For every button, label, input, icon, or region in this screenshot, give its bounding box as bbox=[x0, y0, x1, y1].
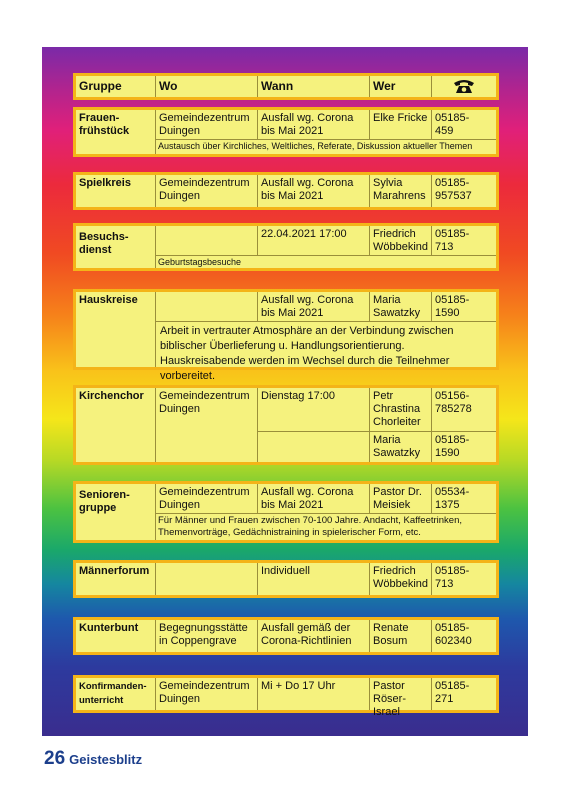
table-header bbox=[73, 73, 499, 100]
row-gruppe: Frauen- frühstück bbox=[76, 110, 156, 154]
table-row bbox=[73, 172, 499, 210]
table-row bbox=[73, 289, 499, 382]
table-row bbox=[73, 617, 499, 655]
row-gruppe: Senioren- gruppe bbox=[76, 484, 156, 540]
row-wann: Ausfall wg. Corona bis Mai 2021 bbox=[258, 484, 370, 514]
row-wo: Gemeindezentrum Duingen bbox=[156, 110, 258, 140]
row-wo: Gemeindezentrum Duingen bbox=[156, 175, 258, 207]
row-gruppe: Besuchs- dienst bbox=[76, 226, 156, 268]
row-tel: 05156- 785278 bbox=[432, 388, 496, 432]
row-wo bbox=[156, 226, 258, 256]
row-wo bbox=[156, 563, 258, 595]
row-gruppe: Kirchenchor bbox=[76, 388, 156, 462]
row-tel: 05185- 602340 bbox=[435, 622, 472, 647]
row-wo: Gemeindezentrum Duingen bbox=[156, 678, 258, 710]
row-gruppe: Spielkreis bbox=[76, 175, 156, 207]
page-number: 26 bbox=[44, 748, 66, 769]
row-wann: Ausfall gemäß der Corona-Richtlinien bbox=[258, 620, 370, 652]
row-wer: Pastor Röser-Israel bbox=[370, 678, 432, 710]
row-wann: Mi + Do 17 Uhr bbox=[258, 678, 370, 710]
row-wo: Begegnungsstätte in Coppengrave bbox=[156, 620, 258, 652]
header-wer: Wer bbox=[370, 76, 432, 97]
row-tel: 05185- 713 bbox=[435, 565, 470, 590]
page-footer bbox=[44, 748, 142, 770]
row-wer: Pastor Dr. Meisiek bbox=[370, 484, 432, 514]
row-gruppe: Kunterbunt bbox=[76, 620, 156, 652]
table-row bbox=[73, 107, 499, 157]
row-note: Austausch über Kirchliches, Weltliches, Referate, Diskussion aktueller Themen bbox=[158, 141, 473, 151]
row-wer: Maria Sawatzky bbox=[370, 292, 432, 322]
row-wer: Sylvia Marahrens bbox=[370, 175, 432, 207]
row-wann: Ausfall wg. Corona bis Mai 2021 bbox=[258, 292, 370, 322]
row-wer: Friedrich Wöbbekind bbox=[370, 563, 432, 595]
row-wer: Renate Bosum bbox=[370, 620, 432, 652]
table-row bbox=[73, 560, 499, 598]
row-tel: 05185- 957537 bbox=[435, 177, 472, 202]
header-wann: Wann bbox=[258, 76, 370, 97]
table-row bbox=[73, 223, 499, 271]
row-tel-2: 05185- 1590 bbox=[435, 434, 470, 459]
row-wann: Ausfall wg. Corona bis Mai 2021 bbox=[258, 110, 370, 140]
row-wer: Petr Chrastina Chorleiter bbox=[370, 388, 432, 432]
magazine-name: Geistesblitz bbox=[69, 752, 143, 767]
header-gruppe: Gruppe bbox=[76, 76, 156, 97]
row-tel: 05185- 713 bbox=[432, 226, 496, 256]
row-note: Geburtstagsbesuche bbox=[158, 257, 242, 267]
table-row bbox=[73, 675, 499, 718]
row-wer: Friedrich Wöbbekind bbox=[370, 226, 432, 256]
phone-icon bbox=[432, 76, 496, 97]
table-row bbox=[73, 481, 499, 543]
header-wo: Wo bbox=[156, 76, 258, 97]
row-tel: 05534- 1375 bbox=[432, 484, 496, 514]
row-wann-2 bbox=[258, 432, 370, 462]
row-wann: 22.04.2021 17:00 bbox=[258, 226, 370, 256]
row-wo: Gemeindezentrum Duingen bbox=[156, 484, 258, 514]
row-gruppe: Konfirmanden- unterricht bbox=[76, 678, 156, 710]
row-wann: Individuell bbox=[258, 563, 370, 595]
row-wann: Ausfall wg. Corona bis Mai 2021 bbox=[258, 175, 370, 207]
row-tel: 05185- 271 bbox=[435, 680, 470, 705]
row-wo bbox=[156, 292, 258, 322]
row-wer: Elke Fricke bbox=[370, 110, 432, 140]
row-gruppe: Männerforum bbox=[76, 563, 156, 595]
row-wo: Gemeindezentrum Duingen bbox=[156, 388, 258, 462]
row-note: Arbeit in vertrauter Atmosphäre an der Verbindung zwischen biblischer Überlieferung u. Handlungsorientierung. Hauskreisabende werden im Wechsel durch die Teilnehmer vorbereitet. bbox=[160, 325, 454, 382]
row-wann: Dienstag 17:00 bbox=[258, 388, 370, 432]
row-note: Für Männer und Frauen zwischen 70-100 Jahre. Andacht, Kaffeetrinken, Themenvorträge, Gedächnistraining in spielerischer Form, etc. bbox=[158, 515, 463, 538]
row-wer-2: Maria Sawatzky bbox=[370, 432, 432, 462]
row-tel: 05185- 459 bbox=[432, 110, 496, 140]
table-row bbox=[73, 385, 499, 465]
row-gruppe: Hauskreise bbox=[76, 292, 156, 367]
row-tel: 05185- 1590 bbox=[432, 292, 496, 322]
